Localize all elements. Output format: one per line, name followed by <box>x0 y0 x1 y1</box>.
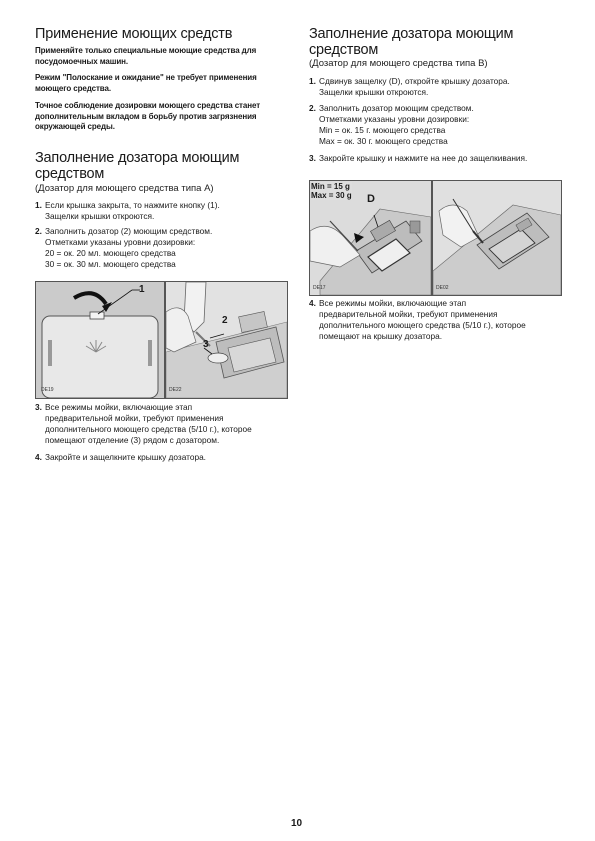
step-2: 2. Заполнить дозатор моющим средством. Отметками указаны уровни дозировки: Min = ок. 15 г. моющего средства Max = ок. 30 г. моющего средства <box>309 103 474 146</box>
page-number: 10 <box>291 818 303 829</box>
min-max-labels: Min = 15 g Max = 30 g <box>311 182 352 200</box>
heading-fill-dispenser-b: Заполнение дозатора моющим средством <box>309 26 514 58</box>
figure-pour-detergent <box>165 281 288 399</box>
step-1: 1. Сдвинув защелку (D), откройте крышку дозатора. Защелки крышки откроются. <box>309 76 510 97</box>
dispenser-button-illustration <box>36 282 164 398</box>
step-4: 4. Все режимы мойки, включающие этап предварительной мойки, требуют применения дополнительного моющего средства (5/10 г.), которое помещают на крышку дозатора. <box>309 298 526 341</box>
pour-detergent-illustration <box>166 282 287 398</box>
callout-d: D <box>367 193 375 205</box>
bold-paragraph-1: Применяйте только специальные моющие средства для посудомоечных машин. <box>35 46 257 66</box>
subtitle-type-a: (Дозатор для моющего средства типа А) <box>35 183 214 194</box>
heading-fill-dispenser-a: Заполнение дозатора моющим средством <box>35 150 240 182</box>
figure-caption: DE02 <box>436 285 449 291</box>
step-2: 2. Заполнить дозатор (2) моющим средством. Отметками указаны уровни дозировки: 20 = ок. 20 мл. моющего средства 30 = ок. 30 мл. моющего средства <box>35 226 213 269</box>
figure-dispenser-closed <box>432 180 562 296</box>
figure-caption: DE17 <box>313 285 326 291</box>
callout-3: 3 <box>203 339 209 350</box>
step-3: 3. Закройте крышку и нажмите на нее до защелкивания. <box>309 153 528 163</box>
step-3: 3. Все режимы мойки, включающие этап предварительной мойки, требуют применения дополнительного моющего средства (5/10 г.), которое помещают отделение (3) рядом с дозатором. <box>35 402 252 445</box>
dispenser-closed-illustration <box>433 181 561 295</box>
step-1: 1. Если крышка закрыта, то нажмите кнопку (1). Защелки крышки откроются. <box>35 200 220 221</box>
bold-paragraph-3: Точное соблюдение дозировки моющего средства станет дополнительным вкладом в борьбу против загрязнения окружающей среды. <box>35 101 261 131</box>
callout-1: 1 <box>139 284 145 295</box>
figure-caption: DE19 <box>41 387 54 393</box>
heading-detergent-use: Применение моющих средств <box>35 26 233 42</box>
subtitle-type-b: (Дозатор для моющего средства типа В) <box>309 58 488 69</box>
callout-2: 2 <box>222 315 228 326</box>
figure-caption: DE22 <box>169 387 182 393</box>
figure-dispenser-button <box>35 281 165 399</box>
bold-paragraph-2: Режим "Полоскание и ожидание" не требует применения моющего средства. <box>35 73 257 93</box>
step-4: 4. Закройте и защелкните крышку дозатора. <box>35 452 206 462</box>
